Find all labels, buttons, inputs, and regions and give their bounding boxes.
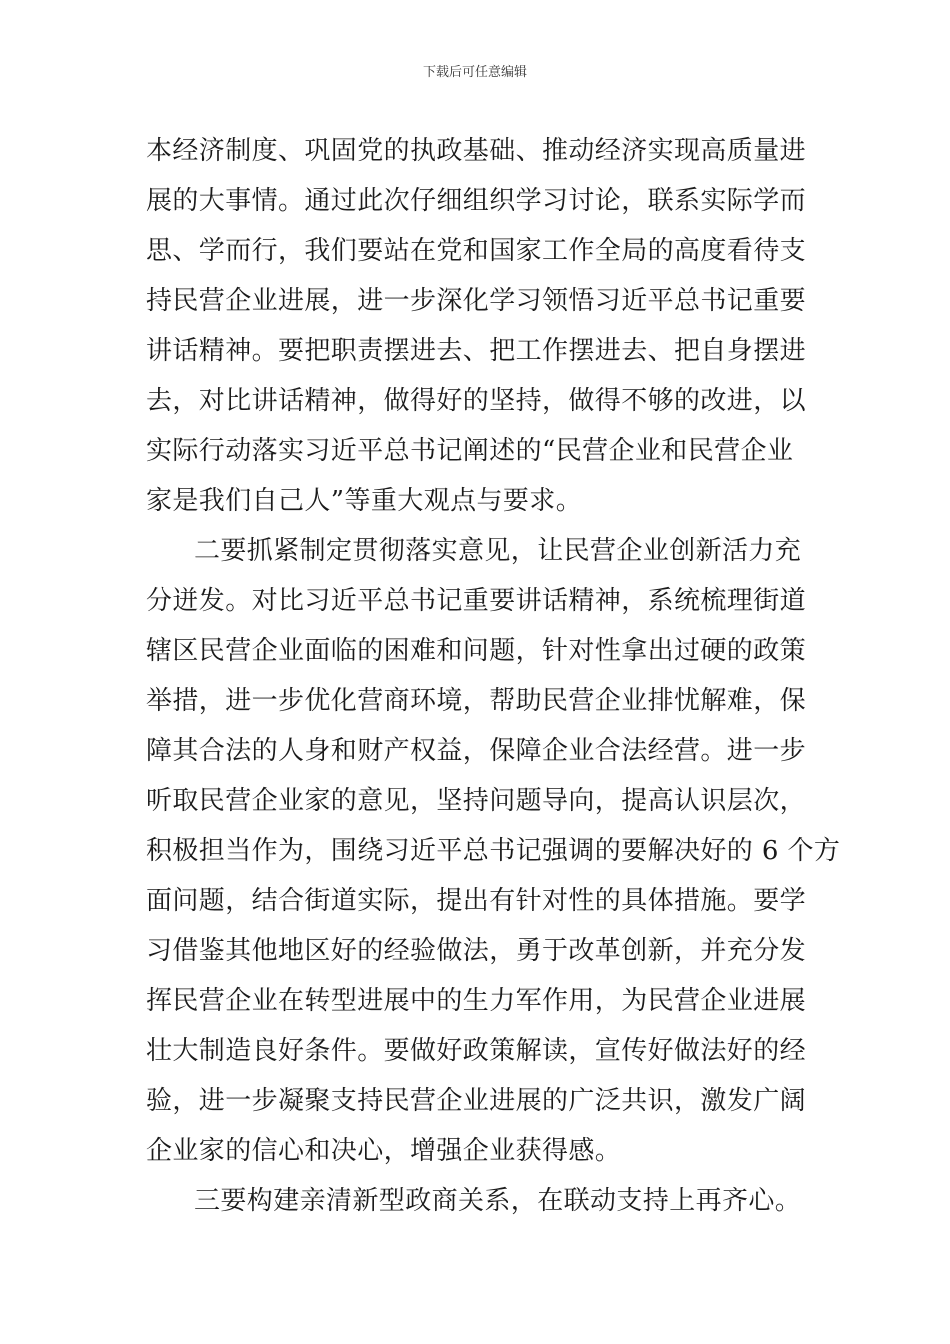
text-line-10: 分迸发。对比习近平总书记重要讲话精神，系统梳理街道 — [146, 586, 807, 616]
text-line-12: 举措，进一步优化营商环境，帮助民营企业排忧解难，保 — [146, 686, 807, 716]
page-header: 下载后可任意编辑 — [422, 65, 527, 80]
paragraph-2-first-line: 二要抓紧制定贯彻落实意见，让民营企业创新活力充 — [194, 536, 802, 566]
text-line-19: 壮大制造良好条件。要做好政策解读，宣传好做法好的经 — [146, 1036, 807, 1066]
text-line-6: 去，对比讲话精神，做得好的坚持，做得不够的改进，以 — [146, 386, 807, 416]
text-line-20: 验，进一步凝聚支持民营企业进展的广泛共识，激发广阔 — [146, 1086, 807, 1116]
text-line-4: 持民营企业进展，进一步深化学习领悟习近平总书记重要 — [146, 286, 807, 316]
text-line-14: 听取民营企业家的意见，坚持问题导向，提高认识层次， — [146, 786, 807, 816]
text-line-1: 本经济制度、巩固党的执政基础、推动经济实现高质量进 — [146, 136, 807, 166]
text-line-21: 企业家的信心和决心，增强企业获得感。 — [146, 1136, 622, 1166]
text-line-15: 积极担当作为，围绕习近平总书记强调的要解决好的 6 个方 — [146, 836, 841, 866]
text-line-3: 思、学而行，我们要站在党和国家工作全局的高度看待支 — [146, 236, 807, 266]
text-line-8: 家是我们自己人”等重大观点与要求。 — [146, 486, 583, 516]
text-line-13: 障其合法的人身和财产权益，保障企业合法经营。进一步 — [146, 736, 807, 766]
text-line-16: 面问题，结合街道实际，提出有针对性的具体措施。要学 — [146, 886, 807, 916]
text-line-18: 挥民营企业在转型进展中的生力军作用，为民营企业进展 — [146, 986, 807, 1016]
text-line-2: 展的大事情。通过此次仔细组织学习讨论，联系实际学而 — [146, 186, 807, 216]
text-line-7: 实际行动落实习近平总书记阐述的“民营企业和民营企业 — [146, 436, 794, 466]
text-line-5: 讲话精神。要把职责摆进去、把工作摆进去、把自身摆进 — [146, 336, 807, 366]
paragraph-3-first-line: 三要构建亲清新型政商关系，在联动支持上再齐心。 — [194, 1186, 802, 1216]
text-line-17: 习借鉴其他地区好的经验做法，勇于改革创新，并充分发 — [146, 936, 807, 966]
text-line-11: 辖区民营企业面临的困难和问题，针对性拿出过硬的政策 — [146, 636, 807, 666]
